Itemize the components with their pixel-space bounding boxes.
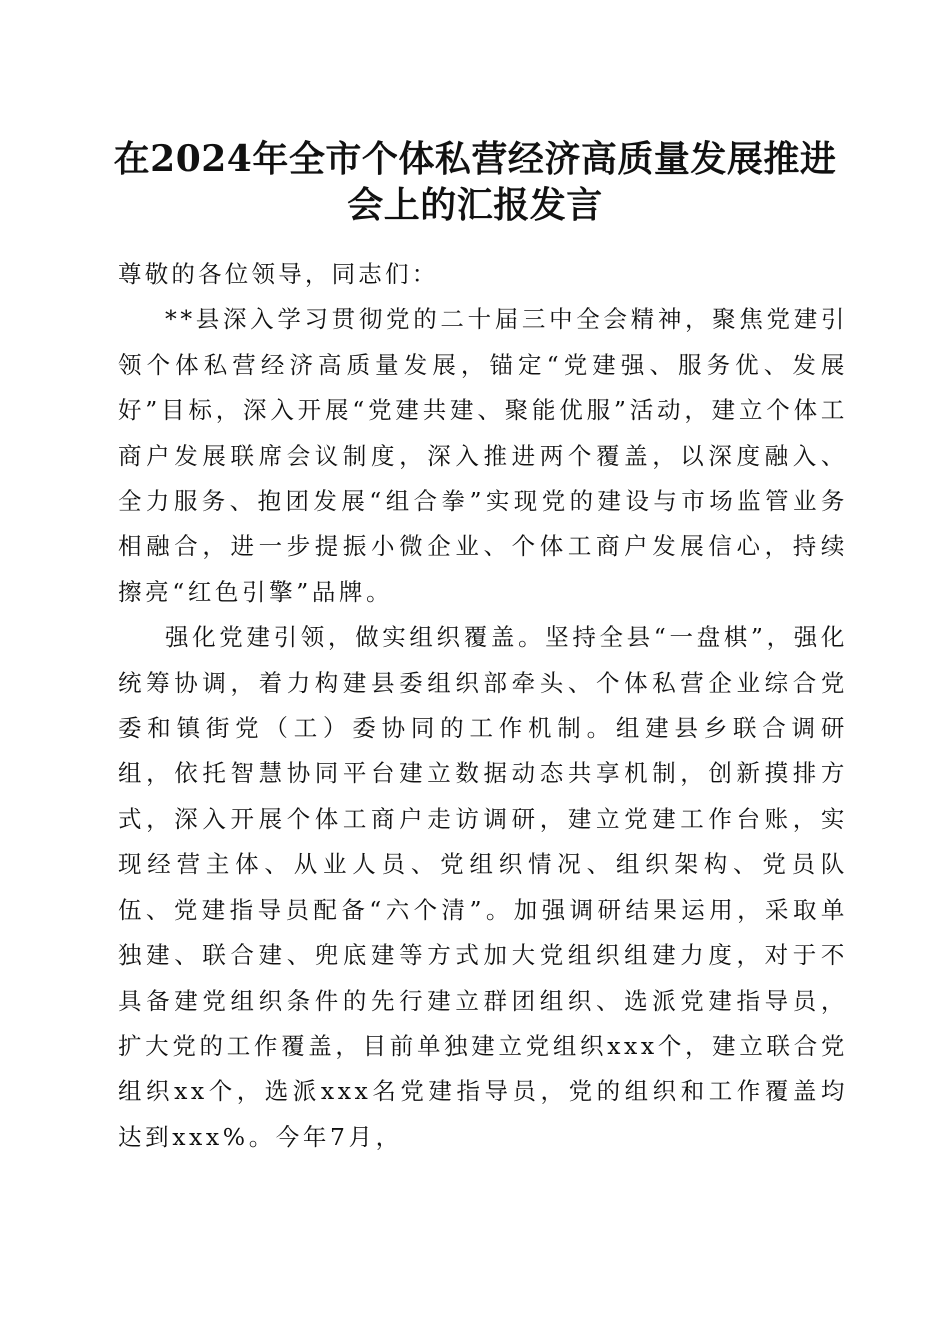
document-body: [118, 252, 848, 1160]
paragraph-intro: **县深入学习贯彻党的二十届三中全会精神，聚焦党建引领个体私营经济高质量发展，锚定“党建强、服务优、发展好”目标，深入开展“党建共建、聚能优服”活动，建立个体工商户发展联席会议制度，深入推进两个覆盖，以深度融入、全力服务、抱团发展“组合拳”实现党的建设与市场监管业务相融合，进一步提振小微企业、个体工商户发展信心，持续擦亮“红色引擎”品牌。: [118, 305, 848, 606]
title-line-2: 会上的汇报发言: [347, 184, 603, 226]
document-title: [95, 136, 855, 228]
salutation: 尊敬的各位领导，同志们：: [118, 260, 439, 288]
paragraph-organization-coverage: 强化党建引领，做实组织覆盖。坚持全县“一盘棋”，强化统筹协调，着力构建县委组织部牵头、个体私营企业综合党委和镇街党（工）委协同的工作机制。组建县乡联合调研组，依托智慧协同平台建立数据动态共享机制，创新摸排方式，深入开展个体工商户走访调研，建立党建工作台账，实现经营主体、从业人员、党组织情况、组织架构、党员队伍、党建指导员配备“六个清”。加强调研结果运用，采取单独建、联合建、兜底建等方式加大党组织组建力度，对于不具备建党组织条件的先行建立群团组织、选派党建指导员，扩大党的工作覆盖，目前单独建立党组织xxx个，建立联合党组织xx个，选派xxx名党建指导员，党的组织和工作覆盖均达到xxx%。今年7月，: [118, 623, 848, 1151]
title-line-1: 在2024年全市个体私营经济高质量发展推进: [113, 138, 837, 180]
